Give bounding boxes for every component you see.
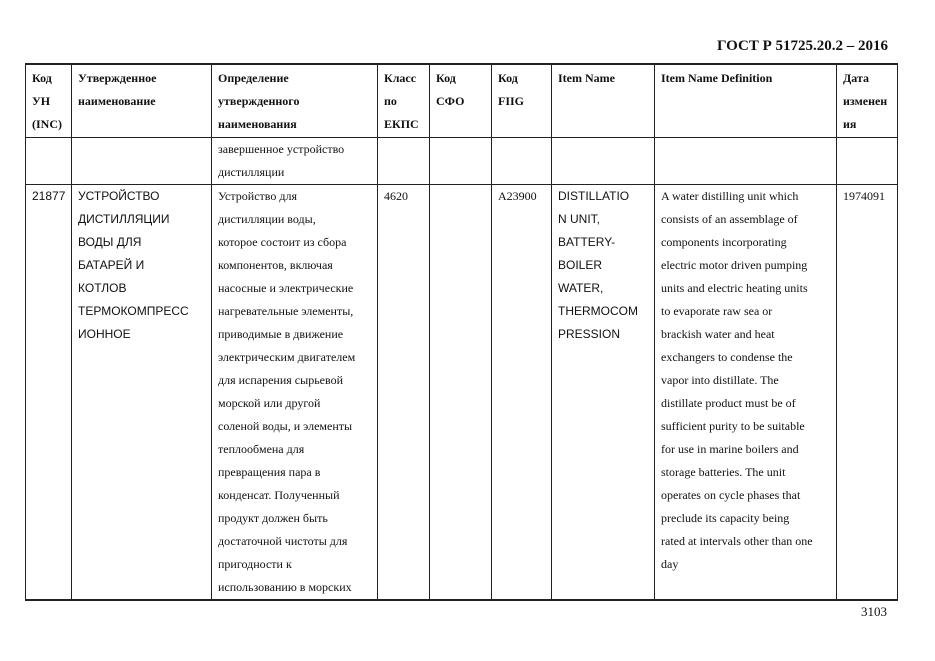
text-line: которое состоит из сбора — [218, 235, 347, 249]
text-line: THERMOCOM — [558, 304, 638, 318]
text-line: WATER, — [558, 281, 604, 295]
cell-empty — [492, 138, 552, 185]
text-line: brackish water and heat — [661, 327, 775, 341]
approved-name-cell — [72, 185, 212, 601]
cell-empty — [26, 138, 72, 185]
text-line: vapor into distillate. The — [661, 373, 779, 387]
text-line: достаточной чистоты для — [218, 534, 348, 548]
text-line: утвержденного — [218, 94, 300, 108]
text-line: пригодности к — [218, 557, 292, 571]
text-line: СФО — [436, 94, 465, 108]
text-line: нагревательные элементы, — [218, 304, 354, 318]
text-line: приводимые в движение — [218, 327, 344, 341]
text-line: to evaporate raw sea or — [661, 304, 773, 318]
cell-empty — [552, 138, 655, 185]
text-line: ИОННОЕ — [78, 327, 131, 341]
text-line: дистилляции воды, — [218, 212, 316, 226]
text-line: Дата — [843, 71, 869, 85]
header-item-name — [552, 64, 655, 138]
cell-empty — [837, 138, 898, 185]
text-line: использованию в морских — [218, 580, 352, 594]
text-line: УСТРОЙСТВО — [78, 189, 160, 203]
text-line: Код — [498, 71, 518, 85]
continuation-definition-cell — [212, 138, 378, 185]
text-line: Item Name — [558, 71, 615, 85]
text-line: BOILER — [558, 258, 603, 272]
text-line: sufficient purity to be suitable — [661, 419, 805, 433]
text-line: DISTILLATIO — [558, 189, 630, 203]
text-line: consists of an assemblage of — [661, 212, 798, 226]
text-line: for use in marine boilers and — [661, 442, 799, 456]
text-line: завершенное устройство — [218, 142, 345, 156]
header-change-date — [837, 64, 898, 138]
header-inc — [26, 64, 72, 138]
text-line: ВОДЫ ДЛЯ — [78, 235, 142, 249]
text-line: БАТАРЕЙ И — [78, 258, 145, 272]
header-approved-name — [72, 64, 212, 138]
text-line: PRESSION — [558, 327, 621, 341]
text-line: для испарения сырьевой — [218, 373, 343, 387]
text-line: ия — [843, 117, 857, 131]
name-definition-cell — [212, 185, 378, 601]
header-name-definition — [212, 64, 378, 138]
page-number: 3103 — [861, 604, 887, 619]
text-line: соленой воды, и элементы — [218, 419, 353, 433]
header-sfo-code — [430, 64, 492, 138]
table-row — [26, 185, 898, 601]
text-line: Устройство для — [218, 189, 297, 203]
text-line: компонентов, включая — [218, 258, 333, 272]
text-line: Определение — [218, 71, 289, 85]
text-line: превращения пара в — [218, 465, 321, 479]
item-name-cell — [552, 185, 655, 601]
header-row — [26, 64, 898, 138]
text-line: Класс — [384, 71, 417, 85]
text-line: теплообмена для — [218, 442, 305, 456]
text-line: BATTERY- — [558, 235, 616, 249]
text-line: Код — [436, 71, 456, 85]
text-line: Код — [32, 71, 52, 85]
text-line: (INC) — [32, 117, 62, 131]
text-line: УН — [32, 94, 51, 108]
text-line: storage batteries. The unit — [661, 465, 786, 479]
text-line: изменен — [843, 94, 888, 108]
text-line: components incorporating — [661, 235, 787, 249]
text-line: preclude its capacity being — [661, 511, 790, 525]
text-line: электрическим двигателем — [218, 350, 356, 364]
data-table — [25, 63, 898, 601]
text-line: наименования — [218, 117, 297, 131]
continuation-row — [26, 138, 898, 185]
text-line: Item Name Definition — [661, 71, 773, 85]
cell-empty — [430, 138, 492, 185]
text-line: ТЕРМОКОМПРЕСС — [78, 304, 189, 318]
text-line: exchangers to condense the — [661, 350, 793, 364]
header-fiig-code — [492, 64, 552, 138]
text-line: КОТЛОВ — [78, 281, 127, 295]
text-line: distillate product must be of — [661, 396, 796, 410]
text-line: Утвержденное — [78, 71, 157, 85]
text-line: electric motor driven pumping — [661, 258, 808, 272]
text-line: ЕКПС — [384, 117, 419, 131]
item-name-definition-cell — [655, 185, 837, 601]
text-line: насосные и электрические — [218, 281, 354, 295]
cell-empty — [72, 138, 212, 185]
text-line: day — [661, 557, 679, 571]
inc-cell: 21877 — [26, 185, 72, 601]
text-line: FIIG — [498, 94, 525, 108]
cell-empty — [655, 138, 837, 185]
text-line: rated at intervals other than one — [661, 534, 813, 548]
text-line: A water distilling unit which — [661, 189, 799, 203]
text-line: units and electric heating units — [661, 281, 808, 295]
text-line: по — [384, 94, 397, 108]
text-line: дистилляции — [218, 165, 285, 179]
header-item-name-definition — [655, 64, 837, 138]
ekps-class-cell: 4620 — [378, 185, 430, 601]
fiig-code-cell: A23900 — [492, 185, 552, 601]
text-line: морской или другой — [218, 396, 321, 410]
cell-empty — [378, 138, 430, 185]
sfo-code-cell — [430, 185, 492, 601]
header-ekps-class — [378, 64, 430, 138]
text-line: наименование — [78, 94, 156, 108]
document-title: ГОСТ Р 51725.20.2 – 2016 — [716, 38, 888, 54]
change-date-cell: 1974091 — [837, 185, 898, 601]
text-line: ДИСТИЛЛЯЦИИ — [78, 212, 170, 226]
text-line: operates on cycle phases that — [661, 488, 801, 502]
text-line: конденсат. Полученный — [218, 488, 340, 502]
text-line: N UNIT, — [558, 212, 600, 226]
text-line: продукт должен быть — [218, 511, 328, 525]
